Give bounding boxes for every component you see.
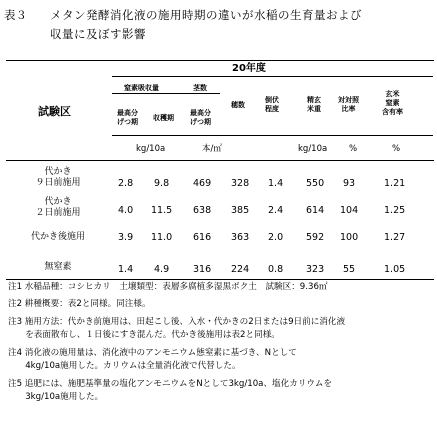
units-top-rule: [112, 135, 433, 136]
cell: 592: [306, 232, 325, 243]
col-yield: 精玄 米重: [307, 96, 321, 113]
cell: 0.8: [268, 264, 284, 275]
table-bottom-rule: [6, 279, 434, 280]
cell: 1.4: [268, 178, 284, 189]
table-title-line2: 収量に及ぼす影響: [50, 27, 146, 41]
unit-stems: kg/10a: [136, 144, 166, 154]
cell: 1.27: [384, 232, 406, 243]
cell: 55: [343, 264, 356, 275]
row-label: 代かき ９日前施用: [35, 167, 81, 188]
note-line: 注4 消化液の施用量は、消化液中のアンモニウム態窒素に基づき、Nとして: [8, 348, 297, 358]
cell: 1.21: [384, 178, 406, 189]
note-line: 注3 施用方法：代かき前施用は、田起こし後、入水・代かきの2日または9日前に消化液: [8, 317, 346, 327]
table-title-line1: メタン発酵消化液の施用時期の違いが水稲の生育量および: [50, 8, 362, 22]
unit-protein: %: [392, 144, 401, 154]
group-underline-n: [112, 93, 188, 94]
cell: 2.4: [268, 205, 284, 216]
col-stem-harvest: 収穫期: [153, 114, 174, 122]
cell: 1.25: [384, 205, 406, 216]
row-label: 代かき ２日前施用: [35, 197, 81, 218]
note-line: 注5 追肥には、施肥基準量の塩化アンモニウムをNとして3kg/10a、塩化カリウムを: [8, 379, 333, 389]
group-stems: 茎数: [193, 84, 207, 92]
cell: 1.05: [384, 264, 406, 275]
note-line: 注2 耕種概要：表2と同様。同注様。: [8, 299, 151, 309]
cell: 93: [343, 178, 356, 189]
cell: 3.9: [118, 232, 134, 243]
cell: 1.4: [118, 264, 134, 275]
header-bottom-rule: [6, 160, 434, 161]
unit-n: 本/㎡: [202, 144, 222, 154]
col-lodging: 倒伏 程度: [265, 96, 279, 113]
row-label: 代かき後施用: [30, 232, 85, 242]
cell: 316: [193, 264, 212, 275]
unit-yield: kg/10a: [298, 144, 328, 154]
col-stem-max: 最高分 げつ期: [190, 109, 211, 126]
cell: 323: [306, 264, 325, 275]
cell: 638: [193, 205, 212, 216]
cell: 9.8: [154, 178, 170, 189]
col-n-max: 最高分 げつ期: [117, 109, 138, 126]
note-line: を表面散布し、１日後にすき混んだ。代かき後施用は表2と同様。: [8, 330, 280, 340]
cell: 363: [231, 232, 250, 243]
cell: 469: [193, 178, 212, 189]
group-n-uptake: 窒素吸収量: [124, 84, 159, 92]
cell: 4.0: [118, 205, 134, 216]
col-panicles: 穂数: [231, 101, 245, 109]
cell: 100: [340, 232, 359, 243]
cell: 550: [306, 178, 325, 189]
note-line: 注1 水稲品種：コシヒカリ 土壌類型：表層多腐植多湿黒ボク土 試験区：9.36㎡: [8, 282, 328, 292]
cell: 385: [231, 205, 250, 216]
table-number: 表３: [4, 8, 27, 22]
cell: 104: [340, 205, 359, 216]
cell: 2.8: [118, 178, 134, 189]
note-line: 4kg/10a施用した。カリウムは全量消化液で代替した。: [8, 361, 241, 371]
cell: 328: [231, 178, 250, 189]
cell: 224: [231, 264, 250, 275]
row-header: 試験区: [38, 105, 71, 118]
group-underline-stems: [188, 93, 220, 94]
unit-ratio: %: [349, 144, 358, 154]
cell: 11.0: [151, 232, 173, 243]
cell: 614: [306, 205, 325, 216]
col-protein: 玄米 窒素 含有率: [382, 90, 403, 116]
year-underline: [112, 76, 433, 77]
row-label: 無窒素: [44, 262, 72, 272]
note-line: 3kg/10a施用した。: [8, 392, 104, 402]
cell: 4.9: [154, 264, 170, 275]
cell: 2.0: [268, 232, 284, 243]
year-header: 20年度: [232, 63, 266, 74]
col-ratio: 対対照 比率: [338, 96, 359, 113]
table-top-rule: [6, 60, 434, 61]
cell: 11.5: [151, 205, 173, 216]
cell: 616: [193, 232, 212, 243]
